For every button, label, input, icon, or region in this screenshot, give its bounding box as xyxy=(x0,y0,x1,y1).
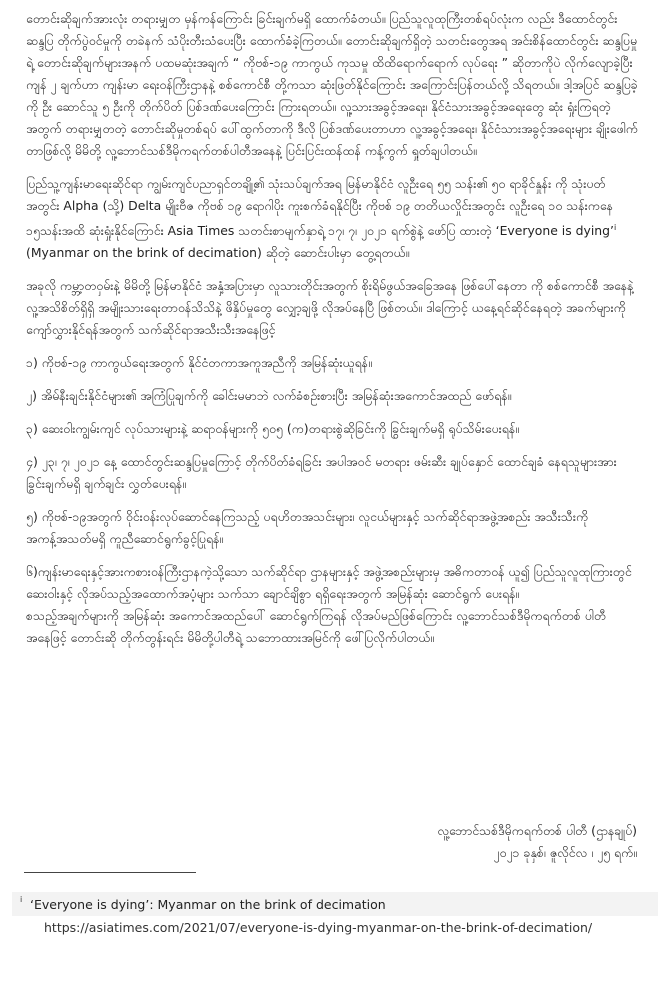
footnote-title: ‘Everyone is dying’: Myanmar on the brink of decimation xyxy=(30,897,386,912)
footnote-marker: i xyxy=(20,895,23,904)
footnote-reference[interactable]: i xyxy=(613,223,617,232)
paragraph-asia-times-text: ပြည်သူ့ကျန်းမာရေးဆိုင်ရာ ကျွမ်းကျင်ပညာရှင်တချို့၏ သုံးသပ်ချက်အရ မြန်မာနိုင်ငံ လူဦးရေ ၅၅ သန်း၏ ၅၀ ရာခိုင်နှုန်း ကို သုံးပတ်အတွင်း Alpha (သို့) Delta မျိုးဗီဇ ကိုဗစ် ၁၉ ရောဂါပိုး ကူးစက်ခံရနိုင်ပြီး ကိုဗစ် ၁၉ တတိယလှိုင်းအတွင်း လူဦးရေ ၁၀ သန်းကနေ ၁၅သန်းအထိ ဆုံးရှုံးနိုင်ကြောင်း Asia Times သတင်းစာမျက်နှာရဲ့ ၁၇၊ ၇၊ ၂၀၂၁ ရက်စွဲနဲ့ ဖော်ပြ ထားတဲ့ ‘Everyone is dying’ xyxy=(26,176,614,239)
demand-item-2: ၂) အိမ်နီးချင်းနိုင်ငံများ၏ အကြံပြုချက်ကို ခေါင်းမမာဘဲ လက်ခံစဉ်းစားပြီး အမြန်ဆုံးအကောင်အထည် ဖော်ရန်။ xyxy=(26,388,512,404)
demand-item-1: ၁) ကိုဗစ်-၁၉ ကာကွယ်ရေးအတွက် နိုင်ငံတကာအကူအညီကို အမြန်ဆုံးယူရန်။ xyxy=(26,355,372,371)
demand-item-6: ၆)ကျန်းမာရေးနှင့်အားကစားဝန်ကြီးဌာနကဲ့သို့သော သက်ဆိုင်ရာ ဌာနများနှင့် အဖွဲ့အစည်းများမှ အဓိကတာဝန် ယူ၍ ပြည်သူလူထုကြားတွင် ဆေးဝါးနှင့် လိုအပ်သည့်အထောက်အပံ့များ သက်သာ ချောင်ချိစွာ ရရှိရေးအတွက် အမြန်ဆုံး ဆောင်ရွက် ပေးရန်။ xyxy=(26,564,632,602)
paragraph-appeal: အခုလို ကမ္ဘာ့တဝှမ်းနဲ့ မိမိတို့ မြန်မာနိုင်ငံ အနှံ့အပြားမှာ လူသားတိုင်းအတွက် စိုးရိမ်ဖွယ်အခြေအနေ ဖြစ်ပေါ်နေတာ ကို စစ်ကောင်စီ အနေနဲ့ လူ့အသိစိတ်ရှိရှိ အမျိုးသားရေးတာဝန်သိသိနဲ့ ဖိနှိပ်မှုတွေ လျှော့ချဖို့ လိုအပ်နေပြီ ဖြစ်တယ်။ ဒါကြောင့် ယနေ့ရင်ဆိုင်နေရတဲ့ အခက်များကို ကျော်လွှားနိုင်ရန်အတွက် သက်ဆိုင်ရာအသီးသီးအနေဖြင့် xyxy=(26,278,634,338)
demand-item-3: ၃) ဆေးဝါးကျွမ်းကျင် လုပ်သားများနဲ့ ဆရာဝန်များကို ၅၀၅ (က)တရားစွဲဆိုခြင်းကို ခြွင်းချက်မရှိ ရုပ်သိမ်းပေးရန်။ xyxy=(26,421,520,437)
signature-date: ၂၀၂၁ ခုနှစ်၊ ဇူလိုင်လ ၊ ၂၅ ရက်။ xyxy=(493,845,637,860)
paragraph-asia-times-tail: (Myanmar on the brink of decimation) ဆိုတဲ့ ဆောင်းပါးမှာ တွေ့ရတယ်။ xyxy=(26,245,410,261)
paragraph-intro: တောင်းဆိုချက်အားလုံး တရားမျှတ မှန်ကန်ကြောင်း ခြင်းချက်မရှိ ထောက်ခံတယ်။ ပြည်သူလူထုကြီးတစ်ရပ်လုံးက လည်း ဒီထောင်တွင်း ဆန္ဒပြ တိုက်ပွဲဝင်မှုကို တခဲနက် သံပိုးတီးသံပေးပြီး ထောက်ခံခဲ့ကြတယ်။ တောင်းဆိုချက်ရှိတဲ့ သတင်းတွေအရ အင်းစိန်ထောင်တွင်း ဆန္ဒပြမှုရဲ့ တောင်းဆိုချက်များအနက် ပထမဆုံးအချက် “ ကိုဗစ်-၁၉ ကာကွယ် ကုသမှု ထိထိရောက်ရောက် လုပ်ရေး ” ဆိုတာကိုပဲ လိုက်လျောခဲ့ပြီး ကျန် ၂ ချက်ဟာ ကျန်းမာ ရေးဝန်ကြီးဌာနနဲ့ စစ်ကောင်စီ တို့ကသာ ဆုံးဖြတ်နိုင်ကြောင်း အကြောင်းပြန်တယ်လို့ သိရတယ်။ ဒါ့အပြင် ဆန္ဒပြခဲ့ကို ဦး ဆောင်သူ ၅ ဦးကို တိုက်ပိတ် ပြစ်ဒဏ်ပေးကြောင်း ကြားရတယ်။ လူ့သားအခွင့်အရေး၊ နိုင်ငံသားအခွင့်အရေးတွေ ဆုံး ရှုံးကြရတဲ့အတွက် တရားမျှတတဲ့ တောင်းဆိုမှုတစ်ရပ် ပေါ်ထွက်တာကို ဒီလို ပြစ်ဒဏ်ပေးတာဟာ လူ့အခွင့်အရေး၊ နိုင်ငံသားအခွင့်အရေးများ ချိုးဖေါက်တာဖြစ်လို့ မိမိတို့ လူ့ဘောင်သစ်ဒီမိုကရက်တစ်ပါတီအနေနဲ့ ပြင်းပြင်းထန်ထန် ကန့်ကွက် ရှုတ်ချပါတယ်။ xyxy=(26,11,638,158)
demand-item-4: ၄) ၂၃၊ ၇၊ ၂၀၂၁ နေ့ ထောင်တွင်းဆန္ဒပြမှုကြောင့် တိုက်ပိတ်ခံရခြင်း အပါအဝင် မတရား ဖမ်းဆီး ချုပ်နှောင် ထောင်ချခံ နေရသူများအား ခြွင်းချက်မရှိ ချက်ချင်း လွှတ်ပေးရန်။ xyxy=(26,454,617,492)
footnote-url-link[interactable]: https://asiatimes.com/2021/07/everyone-is-dying-myanmar-on-the-brink-of-decimation/ xyxy=(44,920,593,935)
paragraph-closing: စသည့်အချက်များကို အမြန်ဆုံး အကောင်အထည်ပေါ် ဆောင်ရွက်ကြရန် လိုအပ်မည်ဖြစ်ကြောင်း လူ့ဘောင်သစ်ဒီမိုကရက်တစ် ပါတီအနေဖြင့် တောင်းဆို တိုက်တွန်းရင်း မိမိတို့ပါတီရဲ့ သဘောထားအမြင်ကို ဖေါ်ပြလိုက်ပါတယ်။ xyxy=(26,608,606,646)
demand-item-5: ၅) ကိုဗစ်-၁၉အတွက် ဝိုင်းဝန်းလုပ်ဆောင်နေကြသည့် ပရဟိတအသင်းများ၊ လူငယ်များနှင့် သက်ဆိုင်ရာအဖွဲ့အစည်း အသီးသီးကို အကန့်အသတ်မရှိ ကူညီဆောင်ရွက်ခွင့်ပြုရန်။ xyxy=(26,509,589,547)
paragraph-asia-times xyxy=(26,173,638,264)
signature-block xyxy=(437,820,637,864)
body-text xyxy=(26,8,638,660)
signature-party: လူ့ဘောင်သစ်ဒီမိုကရက်တစ် ပါတီ (ဌာနချုပ်) xyxy=(437,823,637,838)
footnote-divider xyxy=(24,872,196,873)
